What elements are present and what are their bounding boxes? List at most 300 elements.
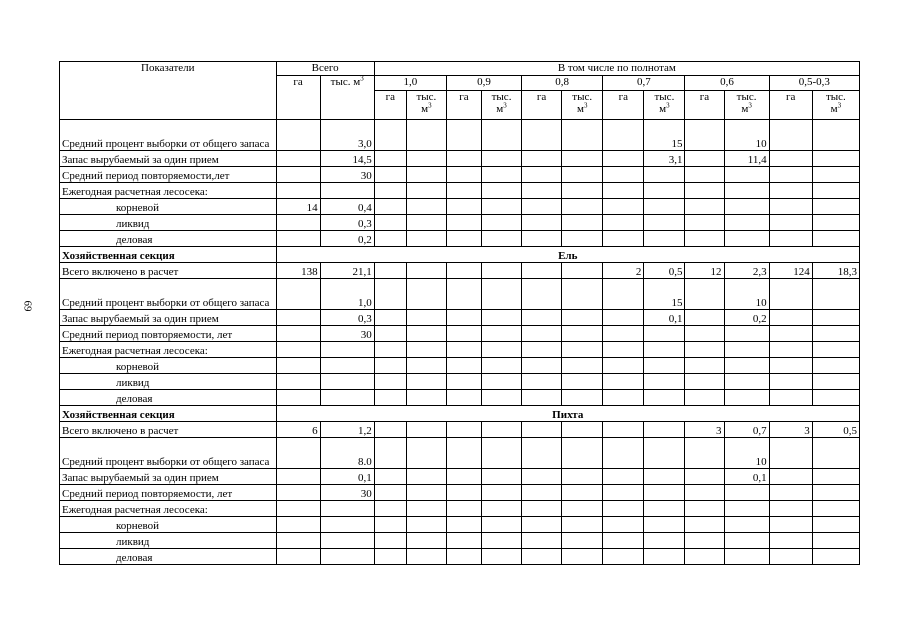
table-row bbox=[60, 279, 860, 310]
table-cell bbox=[812, 390, 859, 406]
table-cell: 0,5 bbox=[812, 422, 859, 438]
table-cell bbox=[724, 342, 769, 358]
table-cell bbox=[685, 469, 724, 485]
table-cell bbox=[522, 326, 562, 342]
table-cell bbox=[562, 151, 603, 167]
table-cell bbox=[446, 422, 481, 438]
table-cell bbox=[522, 374, 562, 390]
table-cell: 0,5 bbox=[644, 263, 685, 279]
table-cell bbox=[276, 183, 320, 199]
table-cell bbox=[812, 517, 859, 533]
table-cell bbox=[603, 167, 644, 183]
table-cell bbox=[276, 358, 320, 374]
table-cell bbox=[812, 183, 859, 199]
table-cell bbox=[685, 438, 724, 469]
table-cell bbox=[644, 549, 685, 565]
table-cell bbox=[812, 167, 859, 183]
row-label: Запас вырубаемый за один прием bbox=[60, 469, 277, 485]
table-cell bbox=[603, 183, 644, 199]
table-row bbox=[60, 183, 860, 199]
row-label: деловая bbox=[60, 390, 277, 406]
table-cell bbox=[374, 485, 406, 501]
table-cell bbox=[522, 199, 562, 215]
table-cell bbox=[685, 199, 724, 215]
row-label: Средний процент выборки от общего запаса bbox=[60, 438, 277, 469]
table-cell bbox=[406, 215, 446, 231]
table-cell: 3,1 bbox=[644, 151, 685, 167]
table-cell bbox=[644, 501, 685, 517]
table-cell: 21,1 bbox=[320, 263, 374, 279]
table-cell bbox=[374, 358, 406, 374]
row-label: ликвид bbox=[60, 533, 277, 549]
table-cell bbox=[320, 517, 374, 533]
table-cell: 3 bbox=[685, 422, 724, 438]
table-cell bbox=[644, 485, 685, 501]
table-row bbox=[60, 549, 860, 565]
table-cell bbox=[406, 422, 446, 438]
table-cell bbox=[562, 326, 603, 342]
table-cell bbox=[685, 215, 724, 231]
row-label: Всего включено в расчет bbox=[60, 263, 277, 279]
table-cell bbox=[724, 231, 769, 247]
table-cell bbox=[276, 310, 320, 326]
row-label: корневой bbox=[60, 358, 277, 374]
table-cell bbox=[562, 342, 603, 358]
table-cell bbox=[374, 549, 406, 565]
table-cell bbox=[276, 120, 320, 151]
table-row bbox=[60, 310, 860, 326]
table-cell bbox=[812, 215, 859, 231]
table-cell bbox=[276, 374, 320, 390]
table-cell bbox=[603, 485, 644, 501]
header-density-3-volume: тыс. $м^3$ bbox=[562, 91, 603, 120]
table-cell bbox=[406, 485, 446, 501]
table-cell bbox=[562, 549, 603, 565]
table-cell bbox=[724, 358, 769, 374]
table-cell bbox=[812, 231, 859, 247]
table-cell bbox=[603, 310, 644, 326]
header-density-2-ha: га bbox=[446, 91, 481, 120]
table-cell bbox=[644, 167, 685, 183]
header-density-6-ha: га bbox=[769, 91, 812, 120]
table-cell bbox=[446, 533, 481, 549]
table-cell bbox=[374, 199, 406, 215]
table-cell bbox=[769, 501, 812, 517]
table-cell bbox=[481, 151, 521, 167]
table-cell bbox=[446, 310, 481, 326]
table-cell bbox=[562, 358, 603, 374]
table-cell bbox=[769, 438, 812, 469]
table-cell bbox=[562, 533, 603, 549]
table-cell bbox=[320, 390, 374, 406]
table-cell bbox=[812, 533, 859, 549]
table-cell bbox=[562, 469, 603, 485]
table-cell bbox=[481, 374, 521, 390]
table-cell bbox=[406, 374, 446, 390]
table-cell bbox=[320, 358, 374, 374]
header-indicators: Показатели bbox=[60, 62, 277, 120]
header-density-1: 1,0 bbox=[374, 76, 446, 91]
table-cell bbox=[374, 517, 406, 533]
table-row bbox=[60, 358, 860, 374]
table-cell bbox=[446, 438, 481, 469]
table-cell bbox=[522, 501, 562, 517]
table-cell bbox=[685, 501, 724, 517]
table-cell bbox=[481, 501, 521, 517]
table-cell bbox=[446, 469, 481, 485]
table-cell bbox=[769, 326, 812, 342]
table-cell bbox=[812, 279, 859, 310]
table-cell bbox=[522, 422, 562, 438]
row-label: Ежегодная расчетная лесосека: bbox=[60, 501, 277, 517]
table-cell bbox=[446, 390, 481, 406]
section-row bbox=[60, 247, 860, 263]
table-cell bbox=[406, 438, 446, 469]
table-cell bbox=[481, 533, 521, 549]
table-cell bbox=[644, 438, 685, 469]
table-cell bbox=[685, 231, 724, 247]
table-cell bbox=[481, 390, 521, 406]
table-cell bbox=[374, 501, 406, 517]
table-cell: 2 bbox=[603, 263, 644, 279]
table-cell bbox=[522, 485, 562, 501]
table-cell bbox=[562, 501, 603, 517]
table-cell: 18,3 bbox=[812, 263, 859, 279]
table-cell bbox=[562, 374, 603, 390]
header-density-5: 0,6 bbox=[685, 76, 769, 91]
table-cell bbox=[276, 231, 320, 247]
table-cell: 8.0 bbox=[320, 438, 374, 469]
table-cell bbox=[644, 517, 685, 533]
table-cell: 3,0 bbox=[320, 120, 374, 151]
table-cell: 6 bbox=[276, 422, 320, 438]
table-cell bbox=[320, 533, 374, 549]
table-cell bbox=[562, 263, 603, 279]
table-cell bbox=[685, 517, 724, 533]
table-row bbox=[60, 485, 860, 501]
table-cell bbox=[644, 358, 685, 374]
table-cell: 0,1 bbox=[644, 310, 685, 326]
table-cell bbox=[374, 469, 406, 485]
row-label: Всего включено в расчет bbox=[60, 422, 277, 438]
table-cell bbox=[812, 485, 859, 501]
header-total-ha: га bbox=[276, 76, 320, 120]
table-cell bbox=[644, 199, 685, 215]
table-cell bbox=[724, 167, 769, 183]
table-cell bbox=[406, 390, 446, 406]
row-label: Средний процент выборки от общего запаса bbox=[60, 279, 277, 310]
section-species: Пихта bbox=[276, 406, 859, 422]
table-row bbox=[60, 469, 860, 485]
table-cell bbox=[685, 374, 724, 390]
table-row bbox=[60, 120, 860, 151]
table-cell bbox=[603, 374, 644, 390]
table-cell bbox=[562, 485, 603, 501]
table-cell bbox=[406, 183, 446, 199]
table-cell bbox=[374, 310, 406, 326]
table-cell bbox=[320, 342, 374, 358]
table-row bbox=[60, 517, 860, 533]
table-row bbox=[60, 326, 860, 342]
table-cell bbox=[320, 549, 374, 565]
row-label: ликвид bbox=[60, 374, 277, 390]
table-cell bbox=[522, 279, 562, 310]
table-cell bbox=[276, 342, 320, 358]
table-cell bbox=[685, 358, 724, 374]
table-cell bbox=[812, 438, 859, 469]
table-cell: 1,0 bbox=[320, 279, 374, 310]
table-cell bbox=[603, 231, 644, 247]
table-cell bbox=[685, 120, 724, 151]
table-cell bbox=[374, 231, 406, 247]
table-cell bbox=[603, 422, 644, 438]
table-cell bbox=[406, 342, 446, 358]
table-row bbox=[60, 438, 860, 469]
table-cell bbox=[769, 279, 812, 310]
table-cell bbox=[644, 215, 685, 231]
table-cell bbox=[481, 167, 521, 183]
table-cell bbox=[481, 358, 521, 374]
table-cell: 11,4 bbox=[724, 151, 769, 167]
table-cell bbox=[481, 342, 521, 358]
table-cell bbox=[644, 533, 685, 549]
row-label: деловая bbox=[60, 231, 277, 247]
table-cell bbox=[562, 167, 603, 183]
row-label: Ежегодная расчетная лесосека: bbox=[60, 183, 277, 199]
table-cell bbox=[769, 151, 812, 167]
table-row bbox=[60, 263, 860, 279]
table-cell bbox=[603, 151, 644, 167]
table-cell bbox=[446, 167, 481, 183]
table-cell bbox=[481, 517, 521, 533]
table-cell bbox=[603, 358, 644, 374]
table-cell bbox=[812, 326, 859, 342]
table-body bbox=[60, 120, 860, 565]
table-cell: 12 bbox=[685, 263, 724, 279]
table-cell bbox=[685, 390, 724, 406]
table-cell bbox=[374, 533, 406, 549]
table-cell bbox=[724, 485, 769, 501]
table-cell bbox=[374, 263, 406, 279]
table-cell bbox=[522, 167, 562, 183]
row-label: Средний период повторяемости, лет bbox=[60, 485, 277, 501]
table-cell bbox=[769, 533, 812, 549]
table-cell bbox=[446, 151, 481, 167]
table-cell bbox=[603, 469, 644, 485]
table-cell bbox=[406, 120, 446, 151]
table-row bbox=[60, 199, 860, 215]
table-cell bbox=[522, 438, 562, 469]
table-cell bbox=[446, 549, 481, 565]
table-cell bbox=[724, 374, 769, 390]
table-cell bbox=[812, 501, 859, 517]
section-species: Ель bbox=[276, 247, 859, 263]
table-cell bbox=[522, 517, 562, 533]
table-cell bbox=[685, 485, 724, 501]
section-title: Хозяйственная секция bbox=[60, 406, 277, 422]
table-cell bbox=[374, 390, 406, 406]
table-cell bbox=[446, 358, 481, 374]
table-cell bbox=[406, 279, 446, 310]
table-cell bbox=[522, 533, 562, 549]
table-cell bbox=[644, 390, 685, 406]
table-cell bbox=[769, 231, 812, 247]
table-cell bbox=[276, 167, 320, 183]
table-cell bbox=[522, 358, 562, 374]
table-cell bbox=[724, 215, 769, 231]
table-cell: 30 bbox=[320, 485, 374, 501]
table-cell: 0,3 bbox=[320, 310, 374, 326]
table-cell bbox=[276, 390, 320, 406]
table-cell bbox=[562, 199, 603, 215]
table-cell bbox=[406, 549, 446, 565]
table-cell bbox=[603, 438, 644, 469]
table-cell bbox=[685, 183, 724, 199]
table-cell bbox=[603, 533, 644, 549]
table-cell bbox=[446, 199, 481, 215]
table-cell bbox=[481, 438, 521, 469]
table-cell bbox=[644, 374, 685, 390]
table-cell bbox=[374, 374, 406, 390]
table-cell: 0,1 bbox=[320, 469, 374, 485]
table-row bbox=[60, 390, 860, 406]
table-cell bbox=[320, 183, 374, 199]
header-total: Всего bbox=[276, 62, 374, 76]
table-row bbox=[60, 151, 860, 167]
table-cell bbox=[724, 326, 769, 342]
header-density-4-ha: га bbox=[603, 91, 644, 120]
table-cell bbox=[685, 549, 724, 565]
table-cell bbox=[481, 310, 521, 326]
table-cell bbox=[522, 549, 562, 565]
table-cell bbox=[374, 326, 406, 342]
table-cell bbox=[603, 215, 644, 231]
table-cell bbox=[769, 215, 812, 231]
table-cell bbox=[276, 279, 320, 310]
table-cell bbox=[406, 326, 446, 342]
table-cell bbox=[562, 310, 603, 326]
table-cell bbox=[446, 183, 481, 199]
row-label: Запас вырубаемый за один прием bbox=[60, 151, 277, 167]
table-cell bbox=[276, 549, 320, 565]
table-cell bbox=[481, 183, 521, 199]
table-cell bbox=[522, 215, 562, 231]
table-cell bbox=[276, 485, 320, 501]
table-cell: 138 bbox=[276, 263, 320, 279]
table-cell bbox=[446, 326, 481, 342]
table-cell: 3 bbox=[769, 422, 812, 438]
header-density-1-ha: га bbox=[374, 91, 406, 120]
table-cell bbox=[446, 215, 481, 231]
table-row bbox=[60, 501, 860, 517]
table-cell bbox=[812, 199, 859, 215]
table-cell bbox=[769, 310, 812, 326]
table-cell: 30 bbox=[320, 326, 374, 342]
table-cell bbox=[522, 183, 562, 199]
forest-cutting-table bbox=[59, 61, 860, 565]
table-cell bbox=[406, 358, 446, 374]
table-cell bbox=[603, 501, 644, 517]
row-label: Средний период повторяемости,лет bbox=[60, 167, 277, 183]
section-row bbox=[60, 406, 860, 422]
table-cell bbox=[769, 469, 812, 485]
row-label: Средний период повторяемости, лет bbox=[60, 326, 277, 342]
header-density-2-volume: тыс. $м^3$ bbox=[481, 91, 521, 120]
table-cell: 0,7 bbox=[724, 422, 769, 438]
table-cell bbox=[276, 501, 320, 517]
header-density-5-volume: тыс. $м^3$ bbox=[724, 91, 769, 120]
table-cell bbox=[812, 374, 859, 390]
table-cell: 10 bbox=[724, 279, 769, 310]
table-cell bbox=[276, 215, 320, 231]
table-cell bbox=[724, 183, 769, 199]
header-density-3-ha: га bbox=[522, 91, 562, 120]
table-cell: 0,2 bbox=[724, 310, 769, 326]
table-header bbox=[60, 62, 860, 120]
page-number: 69 bbox=[21, 300, 34, 312]
table-cell bbox=[769, 549, 812, 565]
table-cell bbox=[685, 151, 724, 167]
table-cell bbox=[446, 231, 481, 247]
table-row bbox=[60, 422, 860, 438]
table-cell bbox=[522, 310, 562, 326]
table-cell bbox=[685, 326, 724, 342]
table-cell bbox=[522, 390, 562, 406]
header-density-5-ha: га bbox=[685, 91, 724, 120]
table-cell bbox=[644, 231, 685, 247]
table-cell bbox=[276, 517, 320, 533]
table-cell bbox=[603, 549, 644, 565]
table-cell: 2,3 bbox=[724, 263, 769, 279]
table-cell bbox=[481, 215, 521, 231]
row-label: корневой bbox=[60, 517, 277, 533]
table-cell: 14 bbox=[276, 199, 320, 215]
table-cell bbox=[562, 517, 603, 533]
table-cell: 0,1 bbox=[724, 469, 769, 485]
row-label: Запас вырубаемый за один прием bbox=[60, 310, 277, 326]
table-cell: 124 bbox=[769, 263, 812, 279]
table-cell bbox=[374, 183, 406, 199]
table-cell bbox=[481, 485, 521, 501]
table-cell bbox=[724, 517, 769, 533]
table-cell bbox=[481, 326, 521, 342]
table-cell: 14,5 bbox=[320, 151, 374, 167]
header-total-volume: тыс. $м^3$ bbox=[320, 76, 374, 120]
table-cell bbox=[320, 501, 374, 517]
table-cell: 0,3 bbox=[320, 215, 374, 231]
table-cell bbox=[374, 120, 406, 151]
table-cell: 0,4 bbox=[320, 199, 374, 215]
table-cell bbox=[812, 469, 859, 485]
table-cell bbox=[481, 199, 521, 215]
table-cell bbox=[644, 469, 685, 485]
table-cell bbox=[644, 342, 685, 358]
table-cell bbox=[685, 310, 724, 326]
table-cell bbox=[812, 120, 859, 151]
table-cell bbox=[446, 120, 481, 151]
table-cell bbox=[603, 199, 644, 215]
table-cell bbox=[446, 279, 481, 310]
table-cell bbox=[562, 438, 603, 469]
row-label: ликвид bbox=[60, 215, 277, 231]
header-density-4: 0,7 bbox=[603, 76, 685, 91]
table-cell bbox=[644, 422, 685, 438]
table-cell: 15 bbox=[644, 279, 685, 310]
table-cell: 10 bbox=[724, 438, 769, 469]
table-cell bbox=[446, 517, 481, 533]
table-cell bbox=[603, 390, 644, 406]
row-label: корневой bbox=[60, 199, 277, 215]
